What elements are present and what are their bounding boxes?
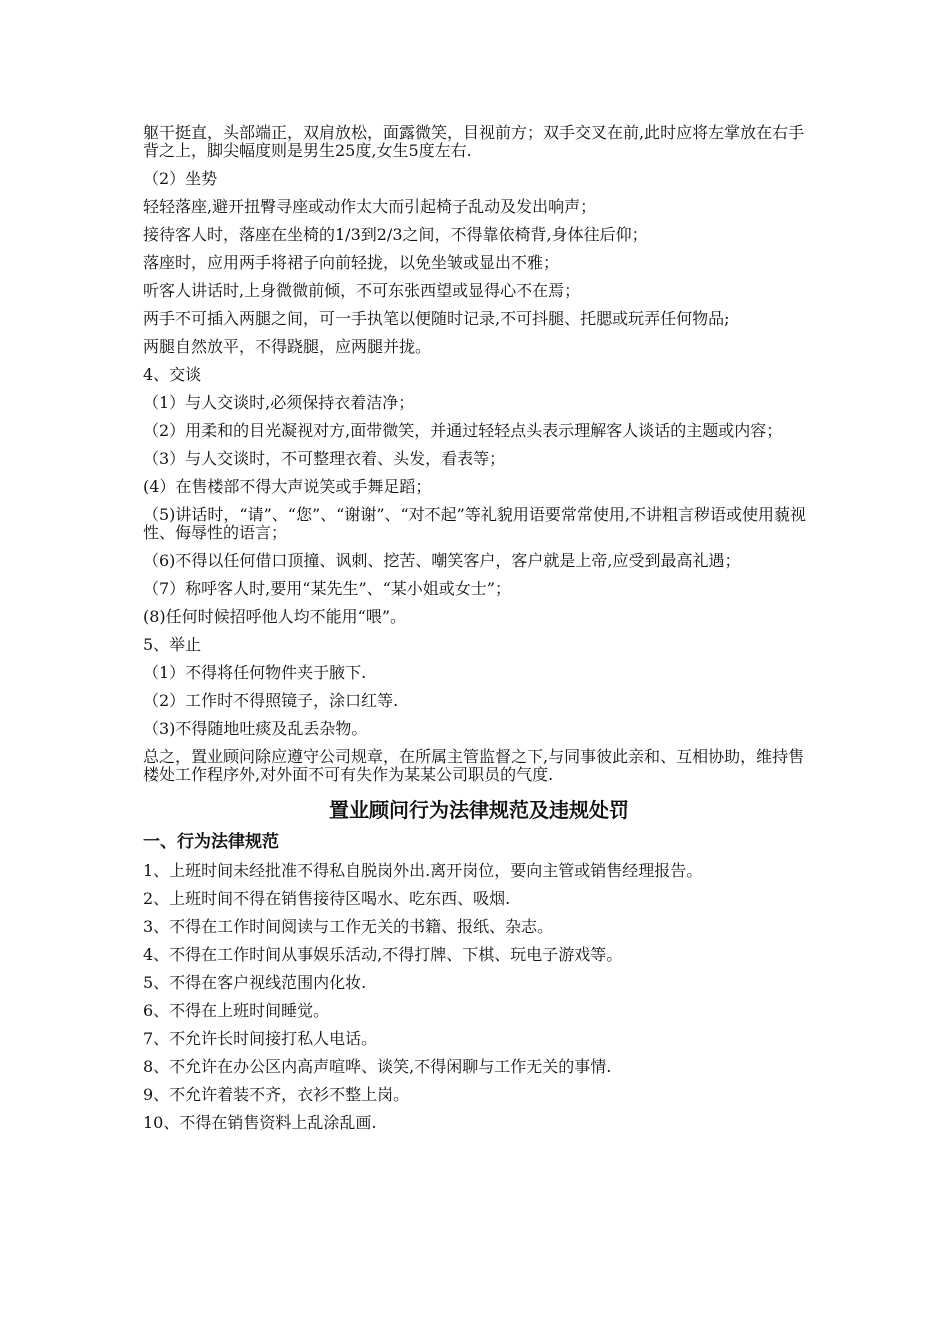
paragraph: 两腿自然放平，不得跷腿，应两腿并拢。 <box>143 337 432 356</box>
paragraph: 躯干挺直，头部端正，双肩放松，面露微笑，目视前方；双手交叉在前,此时应将左掌放在右手背之上，脚尖幅度则是男生25度,女生5度左右. <box>143 123 805 160</box>
paragraph: （2）工作时不得照镜子，涂口红等. <box>143 691 399 710</box>
rule-item: 5、不得在客户视线范围内化妆. <box>143 973 367 992</box>
paragraph: 两手不可插入两腿之间，可一手执笔以便随时记录,不可抖腿、托腮或玩弄任何物品; <box>143 309 730 328</box>
paragraph: 轻轻落座,避开扭臀寻座或动作太大而引起椅子乱动及发出响声； <box>143 197 597 216</box>
paragraph: 总之，置业顾问除应遵守公司规章，在所属主管监督之下,与同事彼此亲和、互相协助，维持售楼处工作程序外,对外面不可有失作为某某公司职员的气度. <box>143 747 805 784</box>
paragraph: （1）与人交谈时,必须保持衣着洁净； <box>143 393 415 412</box>
rule-item: 10、不得在销售资料上乱涂乱画. <box>143 1113 377 1132</box>
rule-item: 6、不得在上班时间睡觉。 <box>143 1001 330 1020</box>
section-title: 置业顾问行为法律规范及违规处罚 <box>329 798 629 822</box>
paragraph: （3）与人交谈时，不可整理衣着、头发，看表等； <box>143 449 506 468</box>
rule-item: 8、不允许在办公区内高声喧哗、谈笑,不得闲聊与工作无关的事情. <box>143 1057 612 1076</box>
rule-item: 4、不得在工作时间从事娱乐活动,不得打牌、下棋、玩电子游戏等。 <box>143 945 623 964</box>
paragraph: 5、举止 <box>143 635 202 654</box>
rule-item: 7、不允许长时间接打私人电话。 <box>143 1029 378 1048</box>
paragraph: （3)不得随地吐痰及乱丢杂物。 <box>143 719 368 738</box>
paragraph: （7）称呼客人时,要用“某先生”、“某小姐或女士”； <box>143 579 511 598</box>
paragraph: 落座时，应用两手将裙子向前轻拢，以免坐皱或显出不雅； <box>143 253 560 272</box>
paragraph: (4）在售楼部不得大声说笑或手舞足蹈； <box>143 477 432 496</box>
paragraph: （2）用柔和的目光凝视对方,面带微笑，并通过轻轻点头表示理解客人谈话的主题或内容； <box>143 421 783 440</box>
section-heading: 一、行为法律规范 <box>143 832 279 852</box>
paragraph: （6)不得以任何借口顶撞、讽刺、挖苦、嘲笑客户，客户就是上帝,应受到最高礼遇； <box>143 551 741 570</box>
paragraph: 接待客人时，落座在坐椅的1/3到2/3之间，不得靠依椅背,身体往后仰； <box>143 225 648 244</box>
document-body <box>143 122 815 1140</box>
paragraph: 4、交谈 <box>143 365 202 384</box>
paragraph: （2）坐势 <box>143 169 218 188</box>
paragraph: 听客人讲话时,上身微微前倾，不可东张西望或显得心不在焉； <box>143 281 581 300</box>
paragraph: （5)讲话时，“请”、“您”、“谢谢”、“对不起”等礼貌用语要常常使用,不讲粗言秽语或使用藐视性、侮辱性的语言； <box>143 505 806 542</box>
rule-item: 1、上班时间未经批准不得私自脱岗外出.离开岗位，要向主管或销售经理报告。 <box>143 861 703 880</box>
paragraph: (8)任何时候招呼他人均不能用“喂”。 <box>143 607 407 626</box>
rule-item: 9、不允许着装不齐，衣衫不整上岗。 <box>143 1085 410 1104</box>
rule-item: 2、上班时间不得在销售接待区喝水、吃东西、吸烟. <box>143 889 511 908</box>
rule-item: 3、不得在工作时间阅读与工作无关的书籍、报纸、杂志。 <box>143 917 554 936</box>
paragraph: （1）不得将任何物件夹于腋下. <box>143 663 367 682</box>
